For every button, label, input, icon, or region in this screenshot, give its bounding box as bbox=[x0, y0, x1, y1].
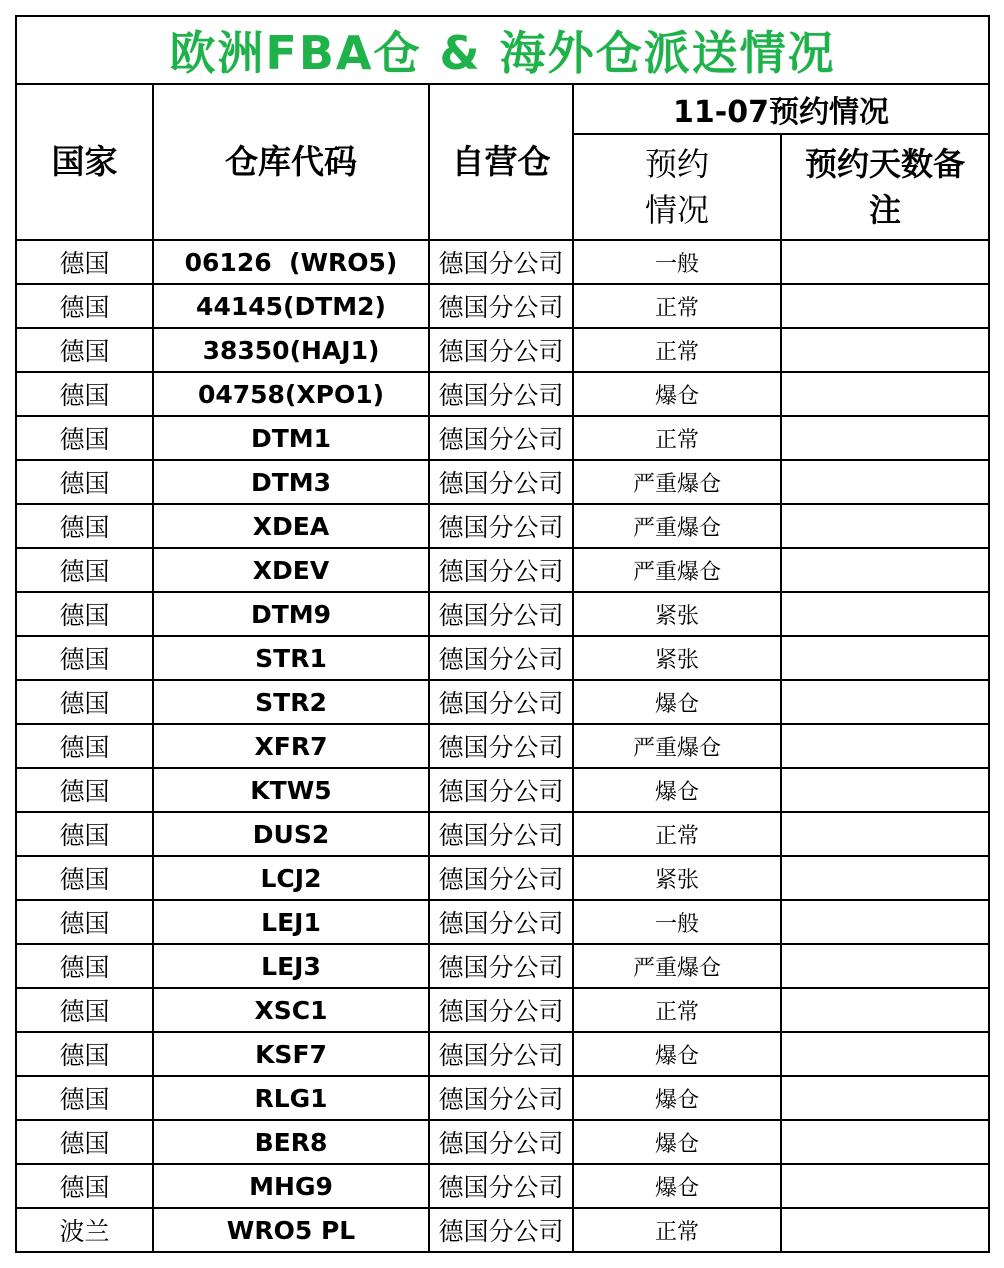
booking-status-cell: 爆仓 bbox=[573, 372, 781, 416]
own-warehouse-cell: 德国分公司 bbox=[429, 1076, 573, 1120]
own-warehouse-cell: 德国分公司 bbox=[429, 1208, 573, 1252]
own-warehouse-cell: 德国分公司 bbox=[429, 504, 573, 548]
booking-status-cell: 严重爆仓 bbox=[573, 548, 781, 592]
table-row bbox=[16, 372, 989, 416]
table-row bbox=[16, 284, 989, 328]
table-row bbox=[16, 900, 989, 944]
booking-note-cell bbox=[781, 328, 989, 372]
own-warehouse-cell: 德国分公司 bbox=[429, 548, 573, 592]
country-cell: 德国 bbox=[16, 548, 153, 592]
own-warehouse-cell: 德国分公司 bbox=[429, 768, 573, 812]
own-warehouse-cell: 德国分公司 bbox=[429, 1120, 573, 1164]
warehouse-code-cell: DUS2 bbox=[153, 812, 429, 856]
warehouse-code-cell: DTM1 bbox=[153, 416, 429, 460]
own-warehouse-cell: 德国分公司 bbox=[429, 328, 573, 372]
country-cell: 德国 bbox=[16, 504, 153, 548]
warehouse-code-cell: KTW5 bbox=[153, 768, 429, 812]
booking-status-cell: 爆仓 bbox=[573, 680, 781, 724]
table-row bbox=[16, 328, 989, 372]
warehouse-code-cell: STR1 bbox=[153, 636, 429, 680]
booking-status-cell: 紧张 bbox=[573, 636, 781, 680]
fba-delivery-table bbox=[15, 15, 990, 1253]
own-warehouse-cell: 德国分公司 bbox=[429, 812, 573, 856]
header-own-warehouse: 自营仓 bbox=[429, 84, 573, 240]
table-row bbox=[16, 812, 989, 856]
booking-status-cell: 爆仓 bbox=[573, 1120, 781, 1164]
booking-status-cell: 爆仓 bbox=[573, 1032, 781, 1076]
header-warehouse-code: 仓库代码 bbox=[153, 84, 429, 240]
booking-status-cell: 正常 bbox=[573, 328, 781, 372]
country-cell: 德国 bbox=[16, 460, 153, 504]
warehouse-code-cell: MHG9 bbox=[153, 1164, 429, 1208]
booking-note-cell bbox=[781, 416, 989, 460]
country-cell: 德国 bbox=[16, 416, 153, 460]
table-row bbox=[16, 944, 989, 988]
country-cell: 德国 bbox=[16, 636, 153, 680]
booking-status-cell: 严重爆仓 bbox=[573, 504, 781, 548]
booking-status-cell: 一般 bbox=[573, 900, 781, 944]
booking-note-cell bbox=[781, 1208, 989, 1252]
warehouse-code-cell: WRO5 PL bbox=[153, 1208, 429, 1252]
country-cell: 德国 bbox=[16, 372, 153, 416]
table-row bbox=[16, 548, 989, 592]
sheet-title: 欧洲FBA仓 & 海外仓派送情况 bbox=[16, 16, 989, 84]
own-warehouse-cell: 德国分公司 bbox=[429, 460, 573, 504]
warehouse-code-cell: XDEV bbox=[153, 548, 429, 592]
country-cell: 德国 bbox=[16, 724, 153, 768]
country-cell: 德国 bbox=[16, 900, 153, 944]
warehouse-code-cell: DTM9 bbox=[153, 592, 429, 636]
booking-note-cell bbox=[781, 900, 989, 944]
booking-note-cell bbox=[781, 460, 989, 504]
country-cell: 德国 bbox=[16, 284, 153, 328]
country-cell: 波兰 bbox=[16, 1208, 153, 1252]
booking-status-cell: 正常 bbox=[573, 416, 781, 460]
table-row bbox=[16, 768, 989, 812]
booking-note-cell bbox=[781, 812, 989, 856]
own-warehouse-cell: 德国分公司 bbox=[429, 416, 573, 460]
table-row bbox=[16, 592, 989, 636]
booking-status-cell: 正常 bbox=[573, 1208, 781, 1252]
warehouse-code-cell: XDEA bbox=[153, 504, 429, 548]
own-warehouse-cell: 德国分公司 bbox=[429, 240, 573, 284]
warehouse-code-cell: LEJ3 bbox=[153, 944, 429, 988]
own-warehouse-cell: 德国分公司 bbox=[429, 724, 573, 768]
country-cell: 德国 bbox=[16, 680, 153, 724]
own-warehouse-cell: 德国分公司 bbox=[429, 284, 573, 328]
header-booking-status: 预约 情况 bbox=[573, 134, 781, 240]
booking-note-cell bbox=[781, 372, 989, 416]
country-cell: 德国 bbox=[16, 1164, 153, 1208]
booking-note-cell bbox=[781, 284, 989, 328]
booking-note-cell bbox=[781, 1164, 989, 1208]
booking-note-cell bbox=[781, 856, 989, 900]
booking-note-cell bbox=[781, 768, 989, 812]
booking-status-cell: 正常 bbox=[573, 284, 781, 328]
booking-note-cell bbox=[781, 548, 989, 592]
booking-status-cell: 紧张 bbox=[573, 856, 781, 900]
warehouse-code-cell: 44145(DTM2) bbox=[153, 284, 429, 328]
booking-status-cell: 严重爆仓 bbox=[573, 460, 781, 504]
warehouse-code-cell: BER8 bbox=[153, 1120, 429, 1164]
own-warehouse-cell: 德国分公司 bbox=[429, 988, 573, 1032]
own-warehouse-cell: 德国分公司 bbox=[429, 944, 573, 988]
booking-status-cell: 正常 bbox=[573, 988, 781, 1032]
booking-status-cell: 爆仓 bbox=[573, 1164, 781, 1208]
header-booking-days-note: 预约天数备 注 bbox=[781, 134, 989, 240]
warehouse-code-cell: XFR7 bbox=[153, 724, 429, 768]
booking-note-cell bbox=[781, 636, 989, 680]
table-row bbox=[16, 1208, 989, 1252]
booking-status-cell: 爆仓 bbox=[573, 1076, 781, 1120]
warehouse-code-cell: 06126 (WRO5) bbox=[153, 240, 429, 284]
own-warehouse-cell: 德国分公司 bbox=[429, 856, 573, 900]
booking-note-cell bbox=[781, 988, 989, 1032]
country-cell: 德国 bbox=[16, 592, 153, 636]
own-warehouse-cell: 德国分公司 bbox=[429, 900, 573, 944]
table-row bbox=[16, 1164, 989, 1208]
booking-note-cell bbox=[781, 240, 989, 284]
warehouse-code-cell: 38350(HAJ1) bbox=[153, 328, 429, 372]
header-date-group: 11-07预约情况 bbox=[573, 84, 989, 134]
booking-note-cell bbox=[781, 1120, 989, 1164]
table-row bbox=[16, 724, 989, 768]
country-cell: 德国 bbox=[16, 240, 153, 284]
warehouse-code-cell: LCJ2 bbox=[153, 856, 429, 900]
booking-status-cell: 紧张 bbox=[573, 592, 781, 636]
country-cell: 德国 bbox=[16, 1120, 153, 1164]
booking-status-cell: 正常 bbox=[573, 812, 781, 856]
country-cell: 德国 bbox=[16, 856, 153, 900]
own-warehouse-cell: 德国分公司 bbox=[429, 1032, 573, 1076]
header-country: 国家 bbox=[16, 84, 153, 240]
warehouse-code-cell: LEJ1 bbox=[153, 900, 429, 944]
booking-note-cell bbox=[781, 504, 989, 548]
country-cell: 德国 bbox=[16, 812, 153, 856]
booking-note-cell bbox=[781, 1032, 989, 1076]
table-row bbox=[16, 680, 989, 724]
table-row bbox=[16, 636, 989, 680]
booking-note-cell bbox=[781, 944, 989, 988]
warehouse-code-cell: RLG1 bbox=[153, 1076, 429, 1120]
table-body bbox=[16, 240, 989, 1252]
table-row bbox=[16, 1120, 989, 1164]
own-warehouse-cell: 德国分公司 bbox=[429, 372, 573, 416]
own-warehouse-cell: 德国分公司 bbox=[429, 680, 573, 724]
booking-note-cell bbox=[781, 1076, 989, 1120]
table-row bbox=[16, 504, 989, 548]
booking-status-cell: 严重爆仓 bbox=[573, 724, 781, 768]
table-row bbox=[16, 460, 989, 504]
own-warehouse-cell: 德国分公司 bbox=[429, 592, 573, 636]
country-cell: 德国 bbox=[16, 988, 153, 1032]
booking-note-cell bbox=[781, 724, 989, 768]
country-cell: 德国 bbox=[16, 1076, 153, 1120]
table-row bbox=[16, 988, 989, 1032]
country-cell: 德国 bbox=[16, 768, 153, 812]
country-cell: 德国 bbox=[16, 944, 153, 988]
own-warehouse-cell: 德国分公司 bbox=[429, 1164, 573, 1208]
table-row bbox=[16, 240, 989, 284]
warehouse-code-cell: KSF7 bbox=[153, 1032, 429, 1076]
warehouse-code-cell: 04758(XPO1) bbox=[153, 372, 429, 416]
own-warehouse-cell: 德国分公司 bbox=[429, 636, 573, 680]
warehouse-code-cell: STR2 bbox=[153, 680, 429, 724]
booking-note-cell bbox=[781, 592, 989, 636]
warehouse-code-cell: DTM3 bbox=[153, 460, 429, 504]
booking-status-cell: 严重爆仓 bbox=[573, 944, 781, 988]
booking-status-cell: 一般 bbox=[573, 240, 781, 284]
country-cell: 德国 bbox=[16, 328, 153, 372]
warehouse-code-cell: XSC1 bbox=[153, 988, 429, 1032]
table-row bbox=[16, 1076, 989, 1120]
table-row bbox=[16, 856, 989, 900]
table-row bbox=[16, 1032, 989, 1076]
table-row bbox=[16, 416, 989, 460]
booking-status-cell: 爆仓 bbox=[573, 768, 781, 812]
country-cell: 德国 bbox=[16, 1032, 153, 1076]
booking-note-cell bbox=[781, 680, 989, 724]
